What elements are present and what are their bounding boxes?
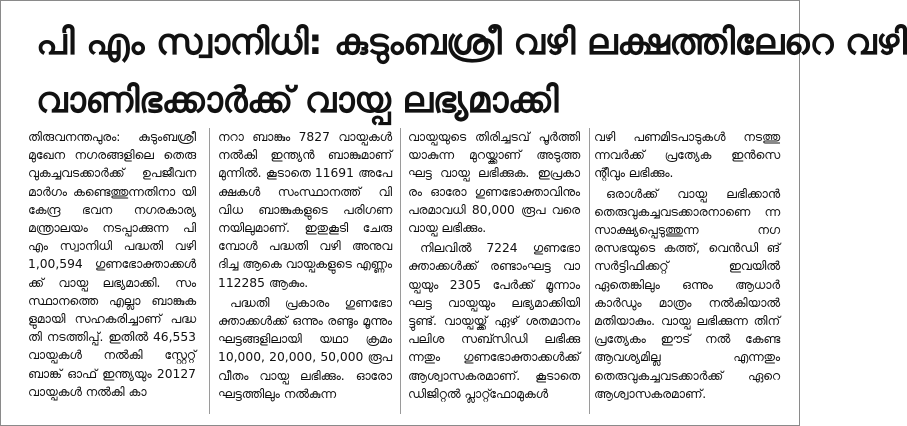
headline-line-2: വാണിഭക്കാർക്ക് വായ്പ ലഭ്യമാക്കി — [36, 80, 559, 121]
paragraph: വായ്പയുടെ തിരിച്ചടവ് പൂർത്തി യാകുന്ന മുറയ്ക്കാണ് അടുത്ത ഘട്ട വായ്പ ലഭിക്കുക. ഇപ്രകാ രം ഓരോ ഗുണഭോക്താവിനും പരമാവധി 80,000 രൂപ വരെ വായ്പ ലഭിക്കും. — [408, 130, 580, 236]
paragraph: നിലവിൽ 7224 ഗുണഭോ ക്താക്കൾക്ക് രണ്ടാംഘട്ട വാ യ്പയും 2305 പേർക്ക് മൂന്നാം ഘട്ട വായ്പയും ലഭ്യമാക്കിയി ട്ടുണ്ട്. വായ്പയ്ക്ക് ഏഴ് ശതമാനം പലിശ സബ്സിഡി ലഭിക്കു ന്നതും ഗുണഭോക്താക്കൾക്ക് ആശ്വാസകരമാണ്. കൂടാതെ ഡിജിറ്റൽ പ്ലാറ്റ്ഫോമുകൾ — [408, 241, 580, 401]
paragraph: ഒരാൾക്ക് വായ്പ ലഭിക്കാൻ തെരുവുകച്ചവടക്കാരനാണെ ന്ന സാക്ഷ്യപ്പെടുത്തുന്ന നഗ രസഭയുടെ കത്ത്, വെൻഡി ങ് സർട്ടിഫിക്കറ്റ് ഇവയിൽ ഏതെങ്കിലും ഒന്നും ആധാർ കാർഡും മാത്രം നൽകിയാൽ മതിയാകും. വായ്പ ലഭിക്കുന്ന തിന് പ്രത്യേകം ഈട് നൽ കേണ്ട ആവശ്യമില്ല എന്നതും തെരുവുകച്ചവടക്കാർക്ക് ഏറെ ആശ്വാസകരമാണ്. — [594, 186, 780, 401]
paragraph: വഴി പണമിടപാടുകൾ നടത്തു ന്നവർക്ക് പ്രത്യേക ഇൻസെ ന്റീവും ലഭിക്കും. — [594, 130, 780, 181]
headline — [36, 14, 907, 130]
article-body — [28, 128, 780, 418]
headline-line-1: പി എം സ്വാനിധി: കുടുംബശ്രീ വഴി ലക്ഷത്തിലേറെ വഴി — [36, 22, 907, 63]
article-column-1 — [28, 128, 196, 418]
paragraph: പദ്ധതി പ്രകാരം ഗുണഭോ ക്താക്കൾക്ക് ഒന്നും രണ്ടും മൂന്നും ഘട്ടങ്ങളിലായി യഥാ ക്രമം 10,000, 20,000, 50,000 രൂപ വീതം വായ്പ ലഭിക്കും. ഓരോ ഘട്ടത്തിലും നൽകുന്ന — [218, 295, 392, 401]
paragraph: തിരുവനന്തപുരം: കുടുംബശ്രീ മുഖേന നഗരങ്ങളിലെ തെരു വുകച്ചവടക്കാർക്ക് ഉപജീവന മാർഗം കണ്ടെത്തുന്നതിനാ യി കേന്ദ്ര ഭവന നഗരകാര്യ മന്ത്രാലയം നടപ്പാക്കുന്ന പി എം സ്വാനിധി പദ്ധതി വഴി 1,00,594 ഗുണഭോക്താക്കൾ ക്ക് വായ്പ ലഭ്യമാക്കി. സം സ്ഥാനത്തെ എല്ലാ ബാങ്കുക ളുമായി സഹകരിച്ചാണ് പദ്ധ തി നടത്തിപ്പ്. ഇതിൽ 46,553 വായ്പകൾ നൽകി സ്റ്റേറ്റ് ബാങ്ക് ഓഫ് ഇന്ത്യയും 20127 വായ്പകൾ നൽകി കാ — [28, 130, 196, 399]
paragraph: നറാ ബാങ്കും 7827 വായ്പകൾ നൽകി ഇന്ത്യൻ ബാങ്കുമാണ് മുന്നിൽ. കൂടാതെ 11691 അപേ ക്ഷകൾ സംസ്ഥാനത്ത് വി വിധ ബാങ്കുകളുടെ പരിഗണ നയിലുമാണ്. ഇതുകൂടി ചേരു മ്പോൾ പദ്ധതി വഴി അനുവ ദിച്ച ആകെ വായ്പകളുടെ എണ്ണം 112285 ആകും. — [218, 130, 392, 290]
article-column-2 — [218, 128, 392, 418]
article-column-3 — [408, 128, 580, 418]
article-column-4 — [594, 128, 780, 418]
